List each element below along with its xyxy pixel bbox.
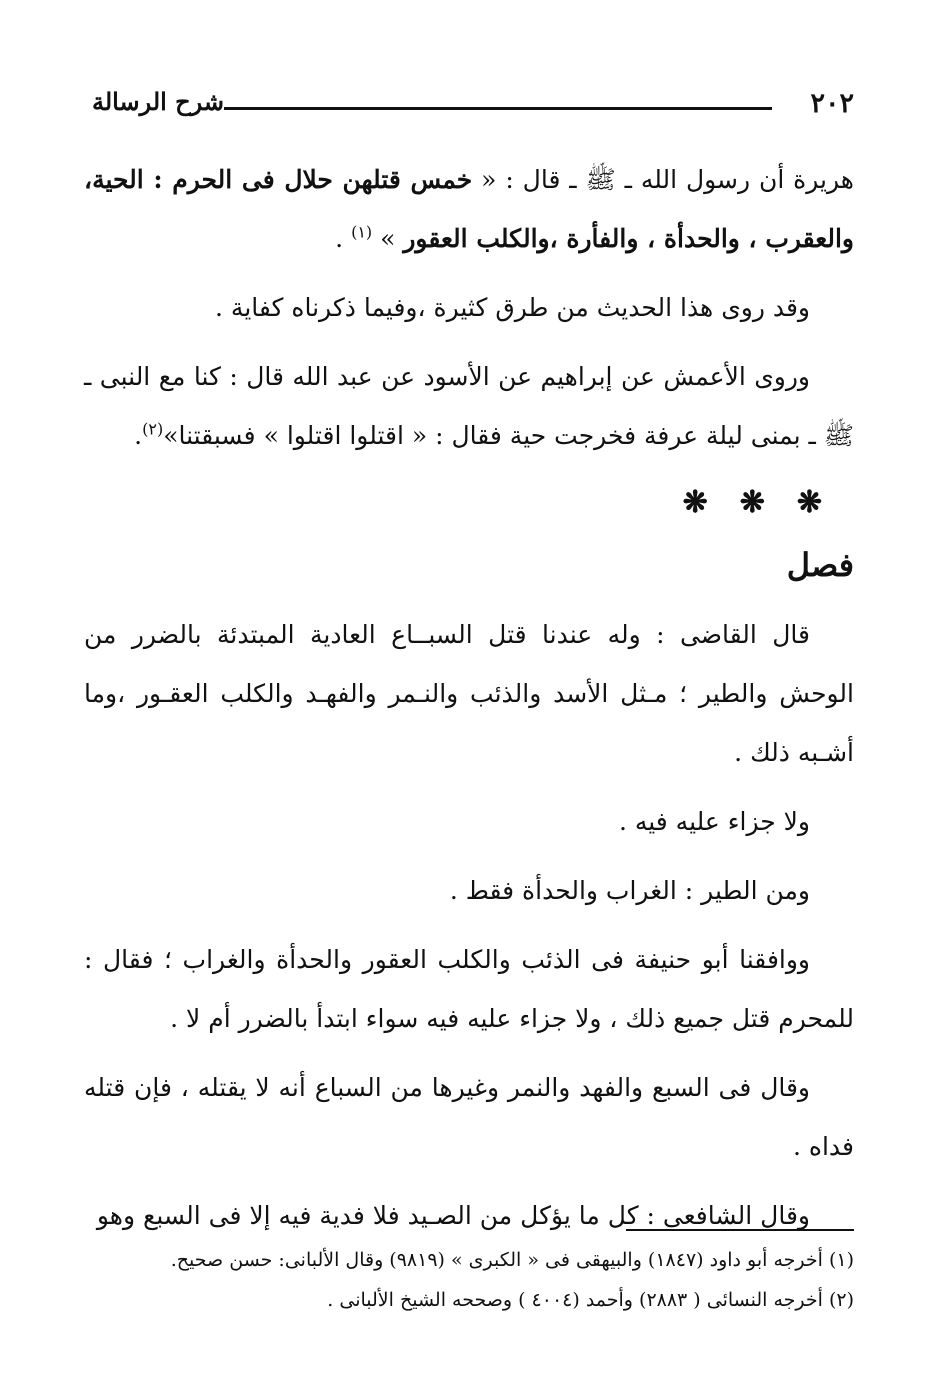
- paragraph-narrations: وقد روى هذا الحديث من طرق كثيرة ،وفيما ذكرناه كفاية .: [215, 293, 810, 322]
- paragraph-hadith: [84, 150, 854, 268]
- amash-text: وروى الأعمش عن إبراهيم عن الأسود عن عبد الله قال : كنا مع النبى ـ ﷺ ـ بمنى ليلة عرفة فخرجت حية فقال : « اقتلوا اقتلوا » فسبقتنا»: [84, 362, 854, 450]
- paragraph-lion-leopard: وقال فى السبع والفهد والنمر وغيرها من السباع أنه لا يقتله ، فإن قتله فداه .: [84, 1073, 854, 1161]
- paragraph-abu-hanifa: ووافقنا أبو حنيفة فى الذئب والكلب العقور والحدأة والغراب ؛ فقال : للمحرم قتل جميع ذلك ، ولا جزاء عليه فيه سواء ابتدأ بالضرر أم لا .: [84, 945, 854, 1033]
- running-header: [92, 80, 854, 130]
- footnote-2: (٢) أخرجه النسائى ( ٢٨٨٣) وأحمد (٤٠٠٤ ) وصححه الشيخ الألبانى .: [327, 1289, 854, 1311]
- hadith-text: خمس قتلهن حلال فى الحرم : الحية، والعقرب ، والحدأة ، والفأرة ،والكلب العقور: [84, 165, 854, 253]
- main-text: [84, 150, 854, 1245]
- running-title: شرح الرسالة: [92, 87, 225, 116]
- page-number: ٢٠٢: [810, 88, 854, 119]
- paragraph-birds: ومن الطير : الغراب والحدأة فقط .: [449, 876, 810, 905]
- amash-end: .: [134, 421, 143, 450]
- paragraph-qadi: قال القاضى : وله عندنا قتل السبــاع العادية المبتدئة بالضرر من الوحش والطير ؛ مـثل الأسد والذئب والنـمر والفهـد والكلب العقـور ،وما أشـبه ذلك .: [84, 620, 854, 767]
- hadith-close-quote: »: [372, 224, 404, 253]
- header-rule: [224, 107, 772, 110]
- hadith-intro: هريرة أن رسول الله ـ ﷺ ـ قال : «: [472, 165, 854, 194]
- footnote-ref-1: (١): [351, 222, 373, 242]
- footnote-divider: [626, 1229, 854, 1231]
- section-separator: ❋❋❋: [682, 485, 854, 520]
- footnotes: [92, 1240, 854, 1320]
- footnote-ref-2: (٢): [142, 419, 164, 439]
- hadith-end: .: [335, 224, 352, 253]
- paragraph-amash: [84, 347, 854, 465]
- footnote-1: (١) أخرجه أبو داود (١٨٤٧) والبيهقى فى « الكبرى » (٩٨١٩) وقال الألبانى: حسن صحيح.: [170, 1249, 854, 1271]
- section-heading: فصل: [786, 546, 854, 584]
- paragraph-no-penalty: ولا جزاء عليه فيه .: [618, 807, 810, 836]
- paragraph-shafii: وقال الشافعى : كل ما يؤكل من الصـيد فلا فدية فيه إلا فى السبع وهو: [96, 1201, 810, 1230]
